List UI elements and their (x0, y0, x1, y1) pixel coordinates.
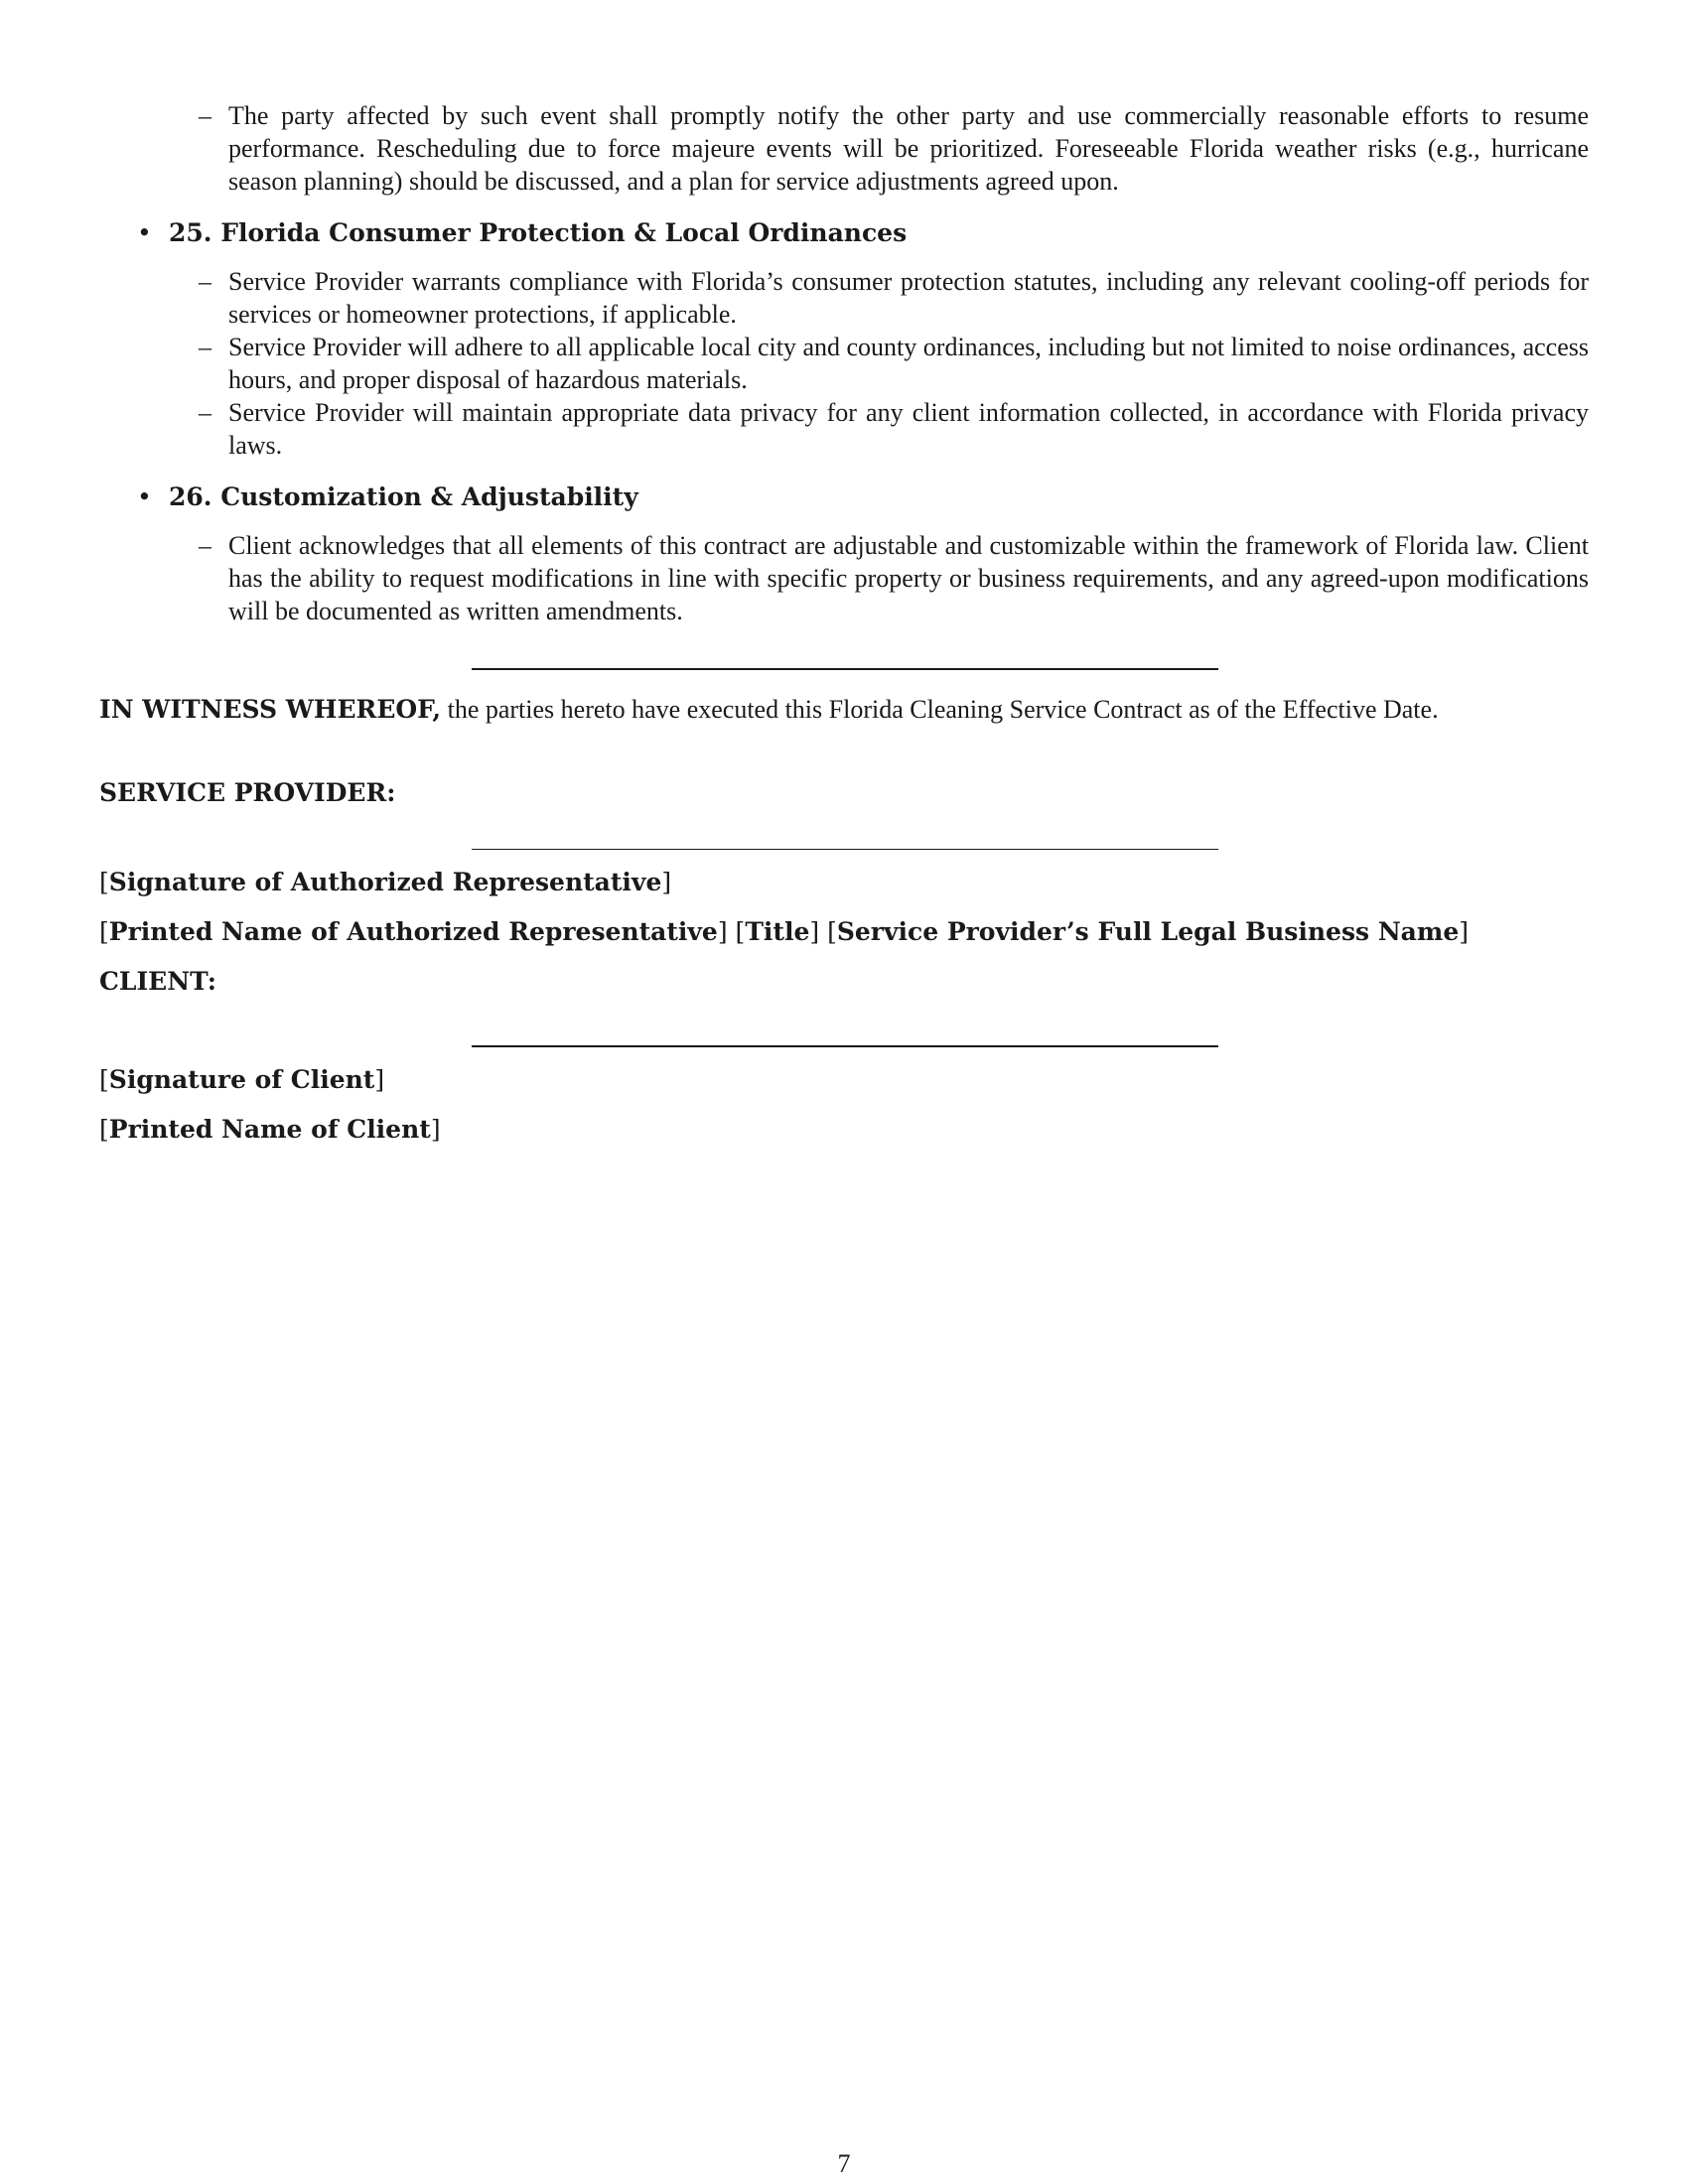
title-label: Title (745, 917, 810, 946)
section-25-items (99, 265, 1589, 462)
signature-caption: [Signature of Authorized Representative] (99, 868, 672, 896)
clause-item (99, 396, 1589, 462)
clause-text: The party affected by such event shall promptly notify the other party and use commercially reasonable efforts to resume performance. Rescheduling due to force majeure events will be prioritized. Foreseeable Florida weather risks (e.g., hurricane season planning) should be discussed, and a plan for service adjustments agreed upon. (228, 101, 1589, 196)
witness-text: the parties hereto have executed this Florida Cleaning Service Contract as of the Effective Date. (441, 695, 1439, 724)
party-label-text: SERVICE PROVIDER: (99, 778, 396, 807)
dash-icon: – (199, 101, 211, 130)
section-24-continuation (99, 99, 1589, 198)
section-title: 26. Customization & Adjustability (169, 482, 638, 511)
party-label (99, 965, 1589, 998)
service-provider-label (99, 776, 1589, 809)
bullet-icon: • (137, 218, 152, 247)
witness-lead: IN WITNESS WHEREOF, (99, 695, 442, 724)
section-26 (99, 480, 1589, 513)
section-heading (99, 216, 1589, 249)
client-name-caption (99, 1113, 1589, 1146)
provider-name-line (99, 915, 1589, 948)
document-page (99, 99, 1589, 2164)
client-signature-line[interactable] (472, 1045, 1218, 1047)
section-heading (99, 480, 1589, 513)
dash-icon: – (199, 333, 211, 361)
client-label (99, 965, 1589, 998)
signature-label: Signature of Authorized Representative (108, 868, 662, 896)
signature-caption: [Signature of Client] (99, 1065, 385, 1094)
witness-clause (99, 693, 1589, 726)
printed-name-label: Printed Name of Client (108, 1115, 431, 1144)
clause-item (99, 331, 1589, 396)
party-label (99, 776, 1589, 809)
section-title: 25. Florida Consumer Protection & Local Ordinances (169, 218, 908, 247)
printed-name-caption: [Printed Name of Authorized Representative] [Title] [Service Provider’s Full Legal Business Name] (99, 917, 1469, 946)
provider-signature-caption (99, 866, 1589, 898)
client-signature-caption (99, 1063, 1589, 1096)
party-label-text: CLIENT: (99, 967, 217, 996)
clause-item (99, 529, 1589, 627)
page-number: 7 (837, 2149, 851, 2178)
clause-text: Service Provider will maintain appropriate data privacy for any client information collected, in accordance with Florida privacy laws. (228, 398, 1589, 460)
section-25 (99, 216, 1589, 249)
clause-text: Client acknowledges that all elements of this contract are adjustable and customizable within the framework of Florida law. Client has the ability to request modifications in line with specific property or business requirements, and any agreed-upon modifications will be documented as written amendments. (228, 531, 1589, 625)
printed-name-caption: [Printed Name of Client] (99, 1115, 441, 1144)
clause-text: Service Provider warrants compliance with Florida’s consumer protection statutes, including any relevant cooling-off periods for services or homeowner protections, if applicable. (228, 267, 1589, 329)
bullet-icon: • (137, 482, 152, 511)
business-name-label: Service Provider’s Full Legal Business Name (836, 917, 1460, 946)
dash-icon: – (199, 398, 211, 427)
divider-rule (472, 668, 1218, 670)
provider-signature-line[interactable] (472, 849, 1218, 850)
witness-paragraph (99, 693, 1589, 726)
clause-item (99, 99, 1589, 198)
signature-label: Signature of Client (108, 1065, 375, 1094)
section-26-items (99, 529, 1589, 627)
dash-icon: – (199, 531, 211, 560)
clause-text: Service Provider will adhere to all applicable local city and county ordinances, including but not limited to noise ordinances, access hours, and proper disposal of hazardous materials. (228, 333, 1589, 394)
printed-name-label: Printed Name of Authorized Representative (108, 917, 718, 946)
clause-item (99, 265, 1589, 331)
dash-icon: – (199, 267, 211, 296)
